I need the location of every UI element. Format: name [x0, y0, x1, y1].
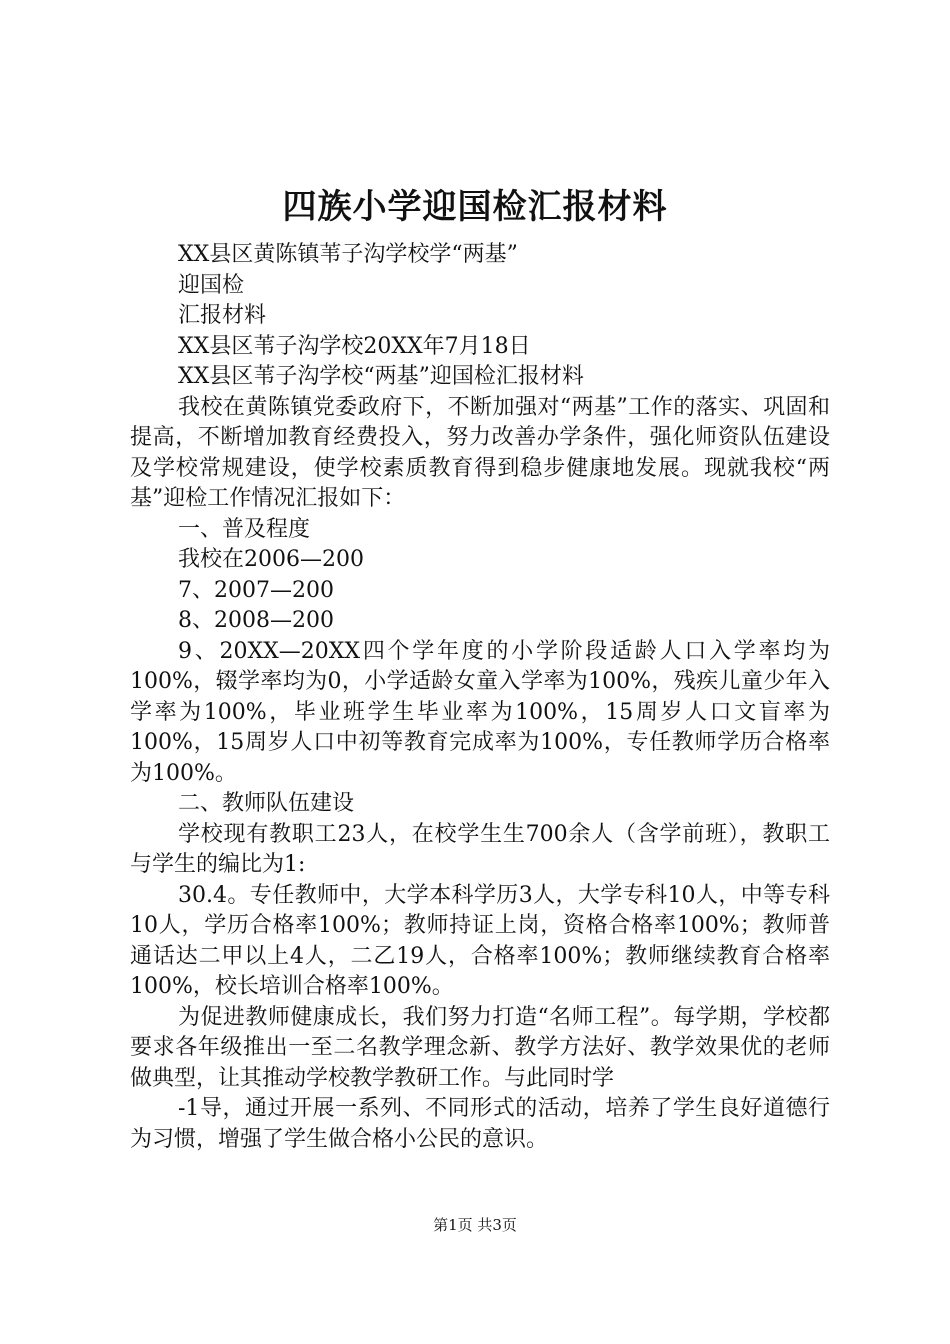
paragraph: -1导，通过开展一系列、不同形式的活动，培养了学生良好道德行为习惯，增强了学生做合格小公民的意识。 — [130, 1096, 830, 1152]
paragraph: 学校现有教职工23人，在校学生生700余人（含学前班），教职工与学生的编比为1: — [130, 821, 830, 877]
paragraph: XX县区黄陈镇苇子沟学校学“两基” — [178, 242, 518, 267]
paragraph: XX县区苇子沟学校20XX年7月18日 — [178, 333, 531, 359]
section-heading: 二、教师队伍建设 — [178, 791, 355, 816]
paragraph: 迎国检 — [178, 272, 245, 298]
paragraph: 7、2007—200 — [178, 577, 334, 603]
paragraph: 8、2008—200 — [178, 608, 334, 633]
paragraph: 我校在2006—200 — [178, 547, 364, 572]
section-heading: 一、普及程度 — [178, 516, 311, 542]
paragraph: 我校在黄陈镇党委政府下，不断加强对“两基”工作的落实、巩固和提高，不断增加教育经费投入，努力改善办学条件，强化师资队伍建设及学校常规建设，使学校素质教育得到稳步健康地发展。现就我校“两基”迎检工作情况汇报如下： — [130, 394, 830, 511]
page-footer: 第1页 共3页 — [433, 1216, 517, 1234]
paragraph: 为促进教师健康成长，我们努力打造“名师工程”。每学期，学校都要求各年级推出一至二名教学理念新、教学方法好、教学效果优的老师做典型，让其推动学校教学教研工作。与此同时学 — [130, 1004, 830, 1091]
paragraph: 9、20XX—20XX四个学年度的小学阶段适龄人口入学率均为100%，辍学率均为0，小学适龄女童入学率为100%，残疾儿童少年入学率为100%，毕业班学生毕业率为100%，15周岁人口文盲率为100%，15周岁人口中初等教育完成率为100%，专任教师学历合格率为100%。 — [130, 638, 830, 786]
document-title: 四族小学迎国检汇报材料 — [282, 187, 668, 227]
paragraph: XX县区苇子沟学校“两基”迎国检汇报材料 — [178, 364, 584, 389]
paragraph: 汇报材料 — [178, 303, 267, 328]
document-body — [130, 240, 830, 1155]
paragraph: 30.4。专任教师中，大学本科学历3人，大学专科10人，中等专科10人，学历合格率100%；教师持证上岗，资格合格率100%；教师普通话达二甲以上4人，二乙19人，合格率100%；教师继续教育合格率100%，校长培训合格率100%。 — [130, 882, 830, 999]
